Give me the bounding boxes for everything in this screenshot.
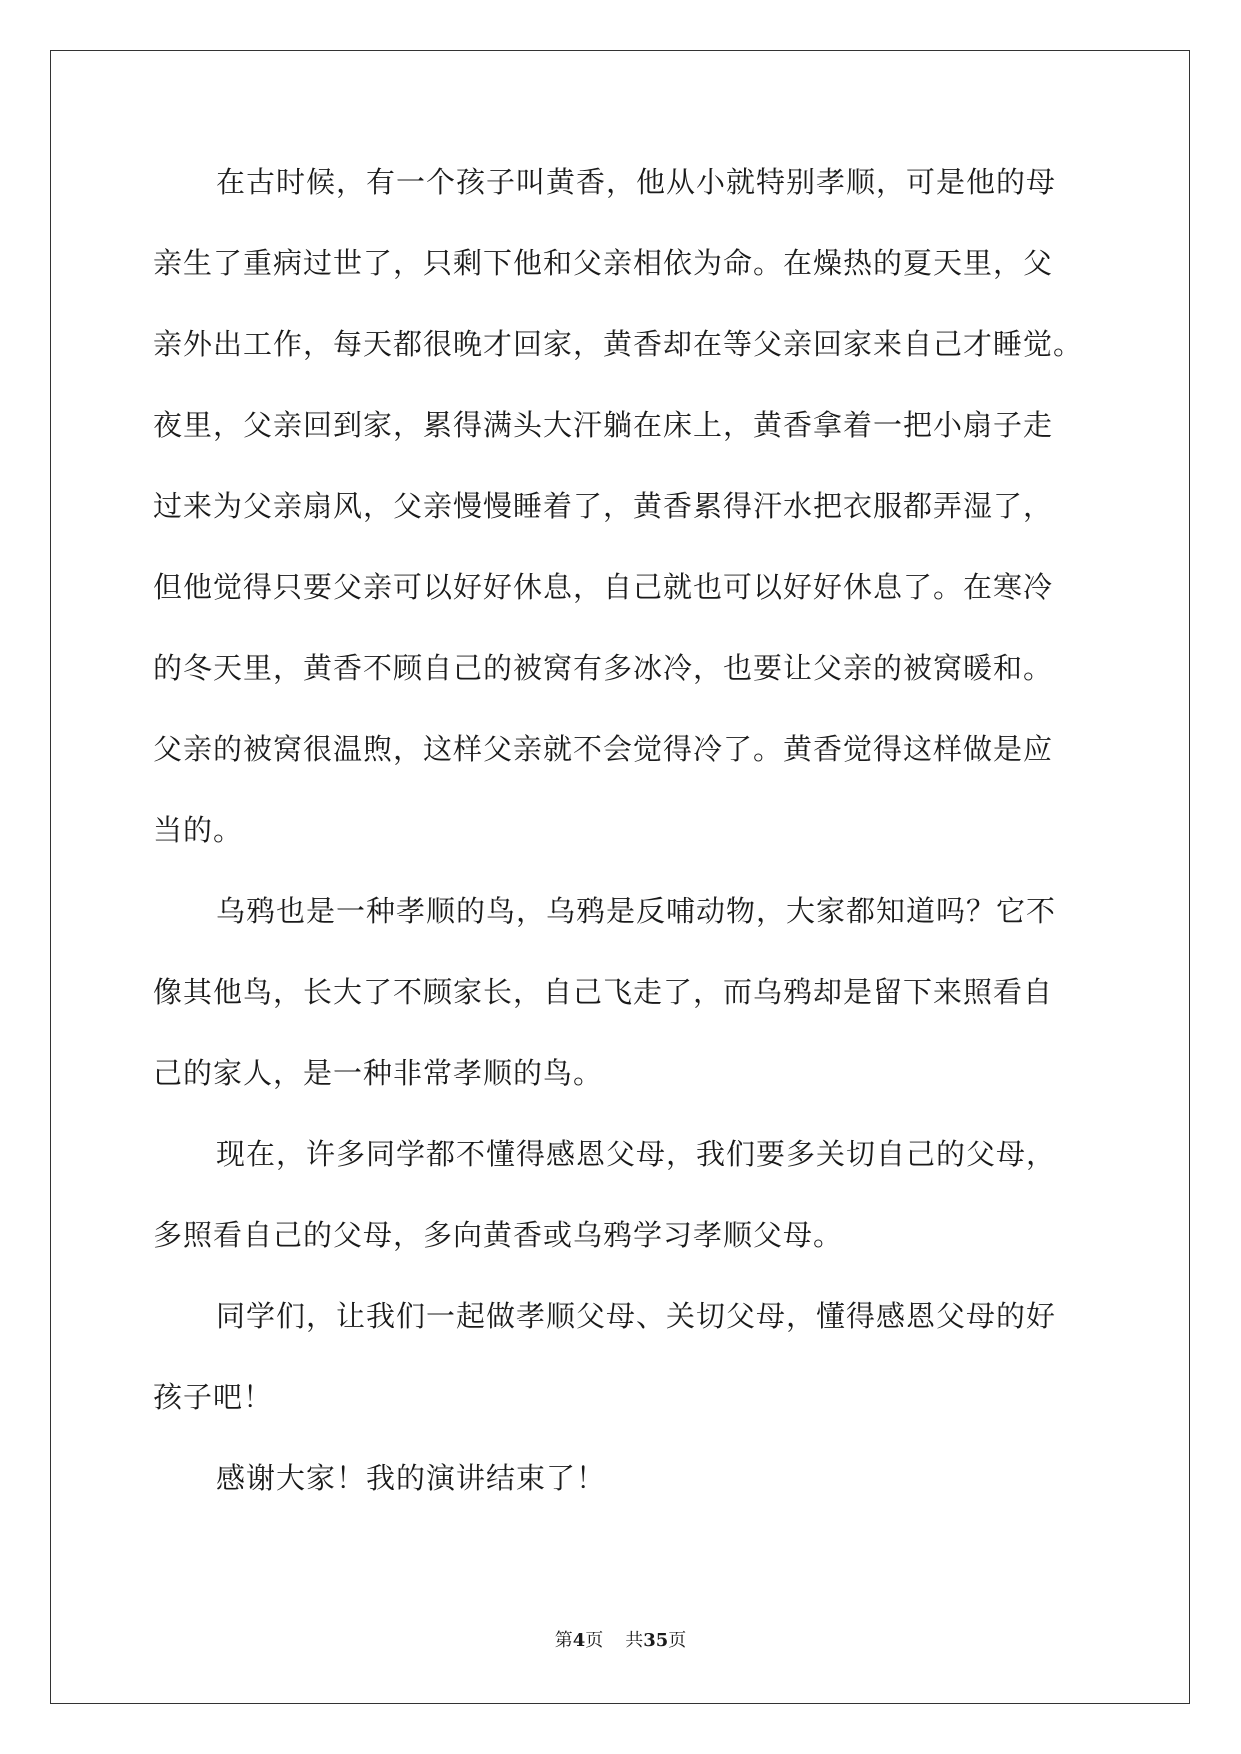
text-line: 感谢大家！我的演讲结束了！ (216, 1461, 607, 1495)
page-prefix: 第 (554, 1630, 573, 1651)
text-line: 夜里，父亲回到家，累得满头大汗躺在床上，黄香拿着一把小扇子走 (153, 408, 1054, 442)
text-line: 亲外出工作，每天都很晚才回家，黄香却在等父亲回家来自己才睡觉。 (153, 327, 1084, 361)
text-line: 亲生了重病过世了，只剩下他和父亲相依为命。在燥热的夏天里，父 (153, 246, 1054, 280)
text-line: 像其他鸟，长大了不顾家长，自己飞走了，而乌鸦却是留下来照看自 (153, 975, 1054, 1009)
text-line: 现在，许多同学都不懂得感恩父母，我们要多关切自己的父母， (216, 1137, 1057, 1171)
total-prefix: 共 (625, 1630, 644, 1651)
text-line: 但他觉得只要父亲可以好好休息，自己就也可以好好休息了。在寒冷 (153, 570, 1054, 604)
text-line: 过来为父亲扇风，父亲慢慢睡着了，黄香累得汗水把衣服都弄湿了， (153, 489, 1054, 523)
text-line: 孩子吧！ (153, 1380, 274, 1414)
text-line: 乌鸦也是一种孝顺的鸟，乌鸦是反哺动物，大家都知道吗？它不 (216, 894, 1057, 928)
page-number: 4 (572, 1630, 586, 1651)
total-suffix: 页 (668, 1630, 687, 1651)
speech-body (153, 162, 1093, 1539)
text-line: 当的。 (153, 813, 244, 847)
text-line: 父亲的被窝很温煦，这样父亲就不会觉得冷了。黄香觉得这样做是应 (153, 732, 1054, 766)
text-line: 的冬天里，黄香不顾自己的被窝有多冰冷，也要让父亲的被窝暖和。 (153, 651, 1054, 685)
text-line: 己的家人，是一种非常孝顺的鸟。 (153, 1056, 604, 1090)
page-footer (0, 1626, 1241, 1652)
text-line: 同学们，让我们一起做孝顺父母、关切父母，懂得感恩父母的好 (216, 1299, 1057, 1333)
text-line: 多照看自己的父母，多向黄香或乌鸦学习孝顺父母。 (153, 1218, 844, 1252)
text-line: 在古时候，有一个孩子叫黄香，他从小就特别孝顺，可是他的母 (216, 165, 1057, 199)
total-pages: 35 (643, 1630, 669, 1651)
page-suffix: 页 (585, 1630, 604, 1651)
